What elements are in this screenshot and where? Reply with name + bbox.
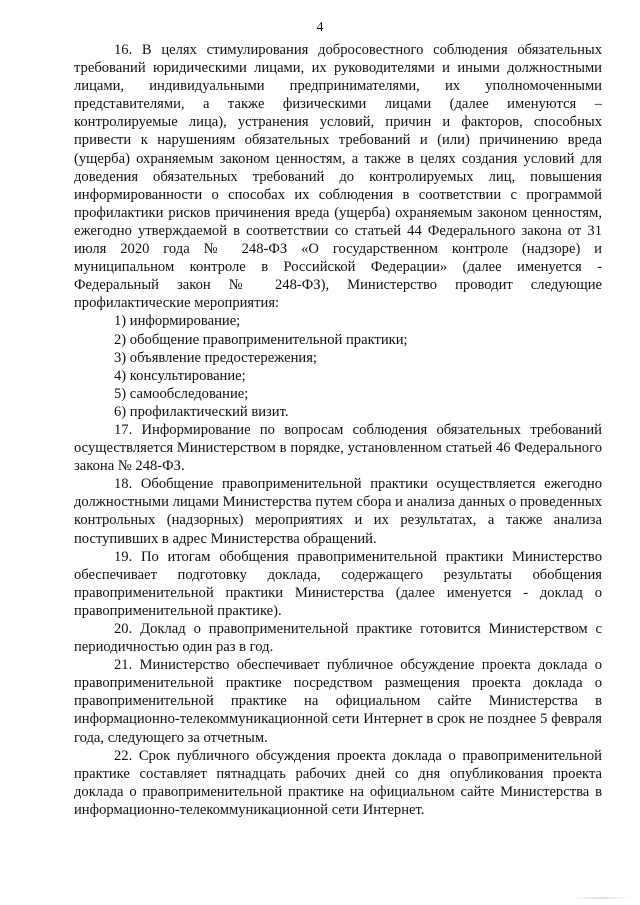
list-item-3: 3) объявление предостережения; <box>114 349 317 366</box>
paragraph-17: 17. Информирование по вопросам соблюдения обязательных требований осуществляется Министерством в порядке, установленном статьей 46 Федерального закона № 248-ФЗ. <box>74 421 602 475</box>
paragraph-20: 20. Доклад о правоприменительной практике готовится Министерством с периодичностью один раз в год. <box>74 621 602 656</box>
paragraph-18: 18. Обобщение правоприменительной практики осуществляется ежегодно должностными лицами Министерства путем сбора и анализа данных о проведенных контрольных (надзорных) мероприятиях и их результатах, а также анализа поступивших в адрес Министерства обращений. <box>74 476 602 547</box>
paragraph-22: 22. Срок публичного обсуждения проекта доклада о правоприменительной практике составляет пятнадцать рабочих дней со дня опубликования проекта доклада о правоприменительной практике на официальном сайте Министерства в информационно-телекоммуникационной сети Интернет. <box>74 747 602 818</box>
list-item-4: 4) консультирование; <box>114 367 246 384</box>
paragraph-21: 21. Министерство обеспечивает публичное обсуждение проекта доклада о правоприменительной практике посредством размещения проекта доклада о правоприменительной практике на официальном сайте Министерства в информационно-телекоммуникационной сети Интернет в срок не позднее 5 февраля года, следующего за отчетным. <box>74 657 602 746</box>
paragraph-16: 16. В целях стимулирования добросовестного соблюдения обязательных требований юридическими лицами, их руководителями и иными должностными лицами, индивидуальными предпринимателями, их уполномоченными представителями, а также физическими лицами (далее именуются – контролируемые лица), устранения условий, причин и факторов, способных привести к нарушениям обязательных требований и (или) причинению вреда (ущерба) охраняемым законом ценностям, а также в целях создания условий для доведения обязательных требований до контролируемых лиц, повышения информированности о способах их соблюдения в соответствии с программой профилактики рисков причинения вреда (ущерба) охраняемым законом ценностям, ежегодно утверждаемой в соответствии со статьей 44 Федерального закона от 31 июля 2020 года № 248-ФЗ «О государственном контроле (надзоре) и муниципальном контроле в Российской Федерации» (далее именуется - Федеральный закон № 248-ФЗ), Министерство проводит следующие профилактические мероприятия: <box>74 42 602 312</box>
list-item-1: 1) информирование; <box>114 313 241 330</box>
document-body <box>74 41 602 819</box>
page-number: 4 <box>316 20 324 35</box>
paragraph-19: 19. По итогам обобщения правоприменительной практики Министерство обеспечивает подготовку доклада, содержащего результаты обобщения правоприменительной практики Министерства (далее именуется - доклад о правоприменительной практике). <box>74 548 602 619</box>
list-item-6: 6) профилактический визит. <box>114 403 289 420</box>
list-item-2: 2) обобщение правоприменительной практики; <box>114 331 408 348</box>
scan-edge-mark <box>572 897 632 899</box>
list-item-5: 5) самообследование; <box>114 385 249 402</box>
